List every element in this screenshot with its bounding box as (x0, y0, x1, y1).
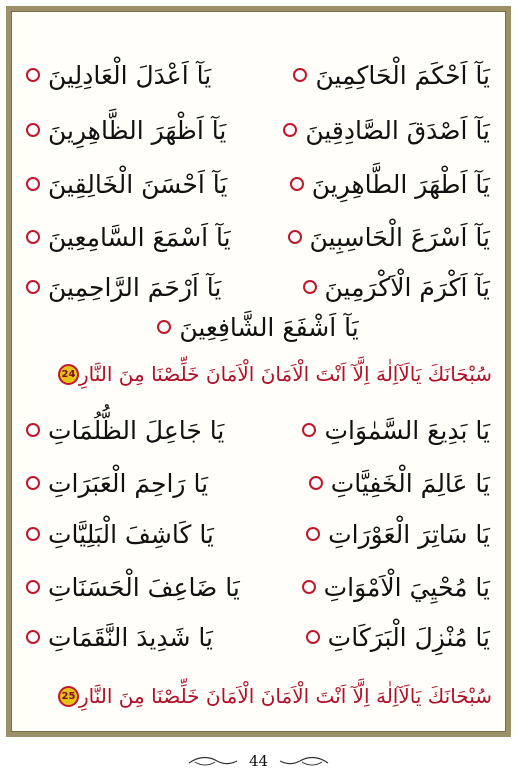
phrase-text: يَآ اَسْرَعَ الْحَاسِبِينَ (309, 222, 490, 252)
phrase-text: يَآ اَظْهَرَ الظَّاهِرِينَ (48, 115, 227, 145)
circle-marker-icon (306, 527, 320, 541)
phrase-text: يَا شَدِيدَ النَّقَمَاتِ (48, 622, 213, 652)
dua-phrase (26, 273, 221, 302)
dua-phrase (26, 223, 231, 252)
page-number: 44 (248, 752, 269, 770)
phrase-text: يَآ اَرْحَمَ الرَّاحِمِينَ (48, 272, 222, 302)
dua-row-2 (26, 110, 490, 150)
dua-phrase (157, 313, 358, 342)
phrase-text: يَا جَاعِلَ الظُّلُمَاتِ (48, 415, 225, 445)
dua-phrase (26, 469, 208, 498)
circle-marker-icon (302, 423, 316, 437)
dua-phrase (306, 520, 490, 549)
tasbih-text: سُبْحَانَكَ يَالَآاِلٰهَ اِلَّآ اَنْتَ الْاَمَانَ الْاَمَانَ خَلِّصْنَا مِنَ النَّارِ (79, 684, 492, 708)
phrase-text: يَا كَاشِفَ الْبَلِيَّاتِ (48, 519, 214, 549)
dua-row-10 (26, 567, 490, 607)
phrase-text: يَآ اَطْهَرَ الطَّاهِرِينَ (311, 169, 490, 199)
phrase-text: يَا رَاحِمَ الْعَبَرَاتِ (48, 468, 209, 498)
circle-marker-icon (309, 476, 323, 490)
dua-row-3 (26, 164, 490, 204)
ornament-left-icon (187, 754, 239, 768)
dua-phrase (26, 416, 224, 445)
phrase-text: يَا عَالِمَ الْخَفِيَّاتِ (330, 468, 490, 498)
dua-phrase (288, 223, 490, 252)
circle-marker-icon (26, 123, 40, 137)
dua-row-8 (26, 463, 490, 503)
dua-phrase (293, 61, 490, 90)
dua-row-1 (26, 55, 490, 95)
dua-phrase (26, 170, 227, 199)
circle-marker-icon (306, 630, 320, 644)
tasbih-text: سُبْحَانَكَ يَالَآاِلٰهَ اِلَّآ اَنْتَ الْاَمَانَ الْاَمَانَ خَلِّصْنَا مِنَ النَّارِ (79, 362, 492, 386)
section-number-badge: 25 (58, 686, 79, 707)
phrase-text: يَا مُحْيِيَ الْاَمْوَاتِ (323, 572, 490, 602)
dua-phrase (26, 520, 214, 549)
page-footer (0, 748, 517, 774)
phrase-text: يَآ اَشْفَعَ الشَّافِعِينَ (179, 312, 359, 342)
dua-phrase (26, 61, 211, 90)
circle-marker-icon (283, 123, 297, 137)
circle-marker-icon (26, 280, 40, 294)
tasbih-line-24 (24, 356, 492, 392)
tasbih-line-25 (24, 678, 492, 714)
dua-phrase (26, 623, 213, 652)
circle-marker-icon (157, 320, 171, 334)
dua-row-5 (26, 267, 490, 307)
ornament-right-icon (278, 754, 330, 768)
circle-marker-icon (26, 177, 40, 191)
dua-row-6 (26, 307, 490, 347)
phrase-text: يَا سَاتِرَ الْعَوْرَاتِ (328, 519, 490, 549)
section-number-badge: 24 (58, 364, 79, 385)
circle-marker-icon (26, 630, 40, 644)
phrase-text: يَآ اَكْرَمَ الْاَكْرَمِينَ (324, 272, 490, 302)
circle-marker-icon (26, 68, 40, 82)
dua-phrase (283, 116, 490, 145)
phrase-text: يَا بَدِيعَ السَّمٰوَاتِ (324, 415, 490, 445)
dua-phrase (302, 573, 490, 602)
phrase-text: يَآ اَعْدَلَ الْعَادِلِينَ (48, 60, 212, 90)
dua-row-4 (26, 217, 490, 257)
dua-phrase (303, 273, 490, 302)
circle-marker-icon (293, 68, 307, 82)
circle-marker-icon (26, 580, 40, 594)
phrase-text: يَآ اَصْدَقَ الصَّادِقِينَ (305, 115, 490, 145)
circle-marker-icon (26, 476, 40, 490)
text-panel (11, 11, 506, 732)
circle-marker-icon (303, 280, 317, 294)
circle-marker-icon (288, 230, 302, 244)
circle-marker-icon (26, 230, 40, 244)
circle-marker-icon (302, 580, 316, 594)
circle-marker-icon (26, 527, 40, 541)
dua-phrase (290, 170, 490, 199)
dua-row-9 (26, 514, 490, 554)
dua-phrase (26, 116, 226, 145)
phrase-text: يَآ اَحْسَنَ الْخَالِقِينَ (48, 169, 228, 199)
dua-phrase (302, 416, 490, 445)
circle-marker-icon (290, 177, 304, 191)
page-frame (6, 6, 511, 737)
phrase-text: يَآ اَسْمَعَ السَّامِعِينَ (48, 222, 231, 252)
dua-phrase (309, 469, 490, 498)
dua-phrase (26, 573, 240, 602)
phrase-text: يَآ اَحْكَمَ الْحَاكِمِينَ (315, 60, 490, 90)
dua-row-7 (26, 410, 490, 450)
circle-marker-icon (26, 423, 40, 437)
dua-row-11 (26, 617, 490, 657)
dua-phrase (306, 623, 490, 652)
phrase-text: يَا ضَاعِفَ الْحَسَنَاتِ (48, 572, 240, 602)
phrase-text: يَا مُنْزِلَ الْبَرَكَاتِ (327, 622, 490, 652)
